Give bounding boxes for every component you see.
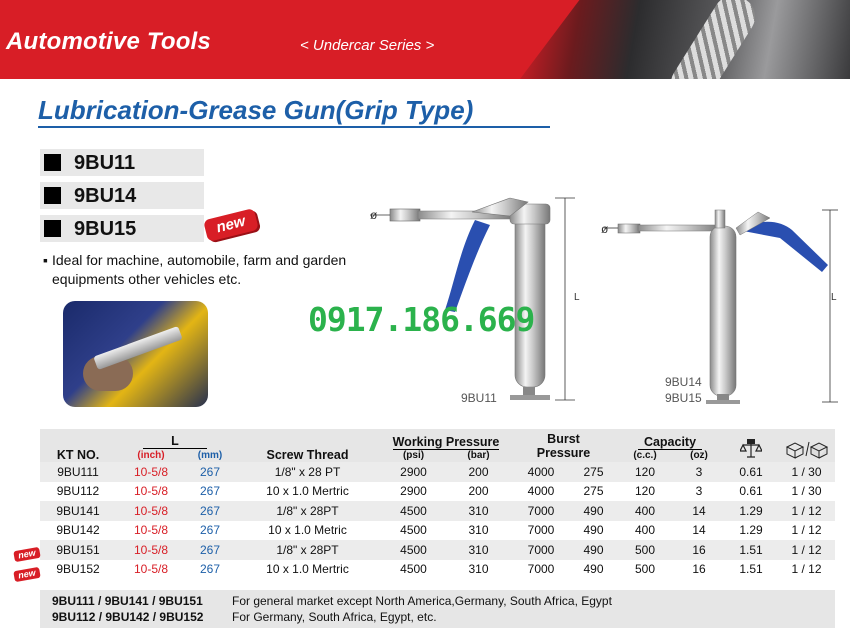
phone-watermark: 0917.186.669 xyxy=(308,300,535,339)
header-banner xyxy=(0,0,850,79)
table-cell: 4500 xyxy=(400,523,427,538)
col-psi: (psi) xyxy=(381,449,446,462)
table-cell: 1 / 30 xyxy=(778,462,835,482)
table-cell: 0.61 xyxy=(724,462,778,482)
table-cell: 1/8" x 28 PT xyxy=(234,462,381,482)
new-badge: new xyxy=(203,208,259,242)
table-cell: 7000 xyxy=(527,562,555,577)
table-cell: 14 xyxy=(674,501,724,521)
table-cell: 10-5/8 xyxy=(116,501,186,521)
description-line: equipments other vehicles etc. xyxy=(52,271,242,287)
model-code: 9BU15 xyxy=(74,218,137,240)
series-label: < Undercar Series > xyxy=(300,37,435,54)
new-row-badge: new xyxy=(13,567,41,582)
weight-kg-icon xyxy=(740,439,762,459)
diameter-symbol: ø xyxy=(601,222,609,236)
table-cell: 9BU151 xyxy=(40,540,116,560)
col-mm: (mm) xyxy=(186,449,234,462)
table-cell: 9BU141 xyxy=(40,501,116,521)
table-cell: 4500 xyxy=(381,501,446,521)
table-cell: 10-5/8 xyxy=(116,540,186,560)
working-pressure-header: Working Pressure xyxy=(392,435,500,449)
col-inch: (inch) xyxy=(116,449,186,462)
col-screw-thread: Screw Thread xyxy=(234,429,381,462)
col-oz: (oz) xyxy=(674,449,724,462)
table-cell: 400 xyxy=(634,523,656,538)
col-kt-no: KT NO. xyxy=(40,429,116,462)
note-text: For general market except North America,Germany, South Africa, Egypt xyxy=(232,594,612,608)
table-cell: 310 xyxy=(468,562,489,577)
table-cell: 1 / 30 xyxy=(791,484,822,499)
col-burst-pressure xyxy=(511,429,616,462)
table-row xyxy=(40,521,835,541)
model-code: 9BU14 xyxy=(74,185,137,207)
note-line xyxy=(52,593,823,609)
table-cell: 267 xyxy=(199,523,221,538)
col-weight xyxy=(724,429,778,462)
table-cell: 2900 xyxy=(400,484,427,499)
diagram-label: 9BU15 xyxy=(665,391,702,405)
col-bar: (bar) xyxy=(446,449,511,462)
new-row-badge: new xyxy=(13,547,41,562)
table-cell: 10-5/8 xyxy=(116,462,186,482)
table-cell: 10-5/8 xyxy=(133,523,169,538)
table-cell: 275 xyxy=(571,462,616,482)
table-cell: 4500 xyxy=(400,562,427,577)
table-cell: 1.29 xyxy=(739,523,763,538)
col-cc: (c.c.) xyxy=(616,449,674,462)
table-cell: 10-5/8 xyxy=(133,484,169,499)
table-cell: 9BU112 xyxy=(56,484,100,499)
table-cell: 3 xyxy=(695,484,703,499)
table-cell: 310 xyxy=(468,523,489,538)
table-cell: 2900 xyxy=(381,462,446,482)
table-cell: 310 xyxy=(446,540,511,560)
description-line: Ideal for machine, automobile, farm and garden xyxy=(52,252,347,268)
table-cell: 9BU142 xyxy=(56,523,100,538)
table-cell: 7000 xyxy=(527,523,555,538)
table-cell: 1 / 12 xyxy=(791,562,822,577)
diameter-symbol: ø xyxy=(370,208,378,222)
table-row xyxy=(40,462,835,482)
table-cell: 275 xyxy=(583,484,604,499)
note-text: For Germany, South Africa, Egypt, etc. xyxy=(232,610,437,624)
diagram-label: 9BU14 xyxy=(665,375,702,389)
table-cell: 0.61 xyxy=(739,484,763,499)
table-cell: 1 / 12 xyxy=(778,501,835,521)
table-cell: 3 xyxy=(674,462,724,482)
table-cell: 4500 xyxy=(381,540,446,560)
table-cell: 4000 xyxy=(511,462,571,482)
table-cell: 267 xyxy=(199,484,221,499)
col-length xyxy=(116,429,234,449)
length-symbol: L xyxy=(574,292,580,303)
table-row xyxy=(40,560,835,580)
product-description: ▪ Ideal for machine, automobile, farm and garden equipments other vehicles etc. xyxy=(52,251,382,289)
table-cell: 490 xyxy=(583,562,604,577)
table-cell: 400 xyxy=(616,501,674,521)
usage-photo xyxy=(63,301,208,407)
table-cell: 10 x 1.0 Mertric xyxy=(266,484,349,499)
table-row xyxy=(40,482,835,502)
table-cell: 490 xyxy=(583,523,604,538)
diagram-label: 9BU11 xyxy=(461,391,497,405)
carton-box-icon xyxy=(785,439,829,459)
table-cell: 120 xyxy=(634,484,656,499)
capacity-header: Capacity xyxy=(638,435,702,450)
table-cell: 1.29 xyxy=(724,501,778,521)
length-header: L xyxy=(143,434,207,449)
table-cell: 500 xyxy=(616,540,674,560)
table-cell: 120 xyxy=(616,462,674,482)
note-models: 9BU111 / 9BU141 / 9BU151 xyxy=(52,594,203,608)
table-cell: 1.51 xyxy=(739,562,763,577)
table-cell: 200 xyxy=(468,484,489,499)
table-cell: 7000 xyxy=(511,540,571,560)
table-cell: 267 xyxy=(186,540,234,560)
col-packing xyxy=(778,429,835,462)
spec-table xyxy=(40,429,835,579)
table-cell: 1 / 12 xyxy=(791,523,822,538)
title-underline xyxy=(38,126,550,128)
model-badge xyxy=(40,149,204,176)
table-cell: 16 xyxy=(674,540,724,560)
table-cell: 1 / 12 xyxy=(778,540,835,560)
table-cell: 310 xyxy=(446,501,511,521)
table-cell: 9BU111 xyxy=(40,462,116,482)
category-title: Automotive Tools xyxy=(6,28,211,55)
table-cell: 1.51 xyxy=(724,540,778,560)
model-badge xyxy=(40,215,204,242)
table-cell: 4000 xyxy=(527,484,555,499)
note-line xyxy=(52,609,823,625)
length-symbol: L xyxy=(831,292,837,303)
table-cell: 16 xyxy=(692,562,706,577)
grease-gun-9bu11 xyxy=(370,198,575,400)
table-row xyxy=(40,501,835,521)
col-capacity xyxy=(616,429,724,449)
table-cell: 1/8" x 28PT xyxy=(234,540,381,560)
table-cell: 267 xyxy=(186,501,234,521)
model-badge xyxy=(40,182,204,209)
table-cell: 9BU152 xyxy=(56,562,100,577)
burst-pressure-header: Burst Pressure xyxy=(536,431,591,460)
col-working-pressure xyxy=(381,429,511,449)
table-cell: 200 xyxy=(446,462,511,482)
table-cell: 500 xyxy=(634,562,656,577)
model-code: 9BU11 xyxy=(74,152,136,174)
table-cell: 267 xyxy=(199,562,221,577)
product-title: Lubrication-Grease Gun(Grip Type) xyxy=(38,95,474,125)
table-cell: 267 xyxy=(186,462,234,482)
banner-photo xyxy=(520,0,850,79)
grease-gun-9bu14-9bu15 xyxy=(604,210,838,404)
table-cell: 490 xyxy=(571,501,616,521)
table-cell: 14 xyxy=(692,523,706,538)
market-notes xyxy=(40,590,835,628)
table-row xyxy=(40,540,835,560)
table-cell: 10-5/8 xyxy=(133,562,169,577)
note-models: 9BU112 / 9BU142 / 9BU152 xyxy=(52,610,204,624)
table-cell: 490 xyxy=(571,540,616,560)
table-cell: 10 x 1.0 Mertric xyxy=(266,562,349,577)
table-cell: 1/8" x 28PT xyxy=(234,501,381,521)
table-cell: 7000 xyxy=(511,501,571,521)
table-cell: 10 x 1.0 Metric xyxy=(268,523,347,538)
